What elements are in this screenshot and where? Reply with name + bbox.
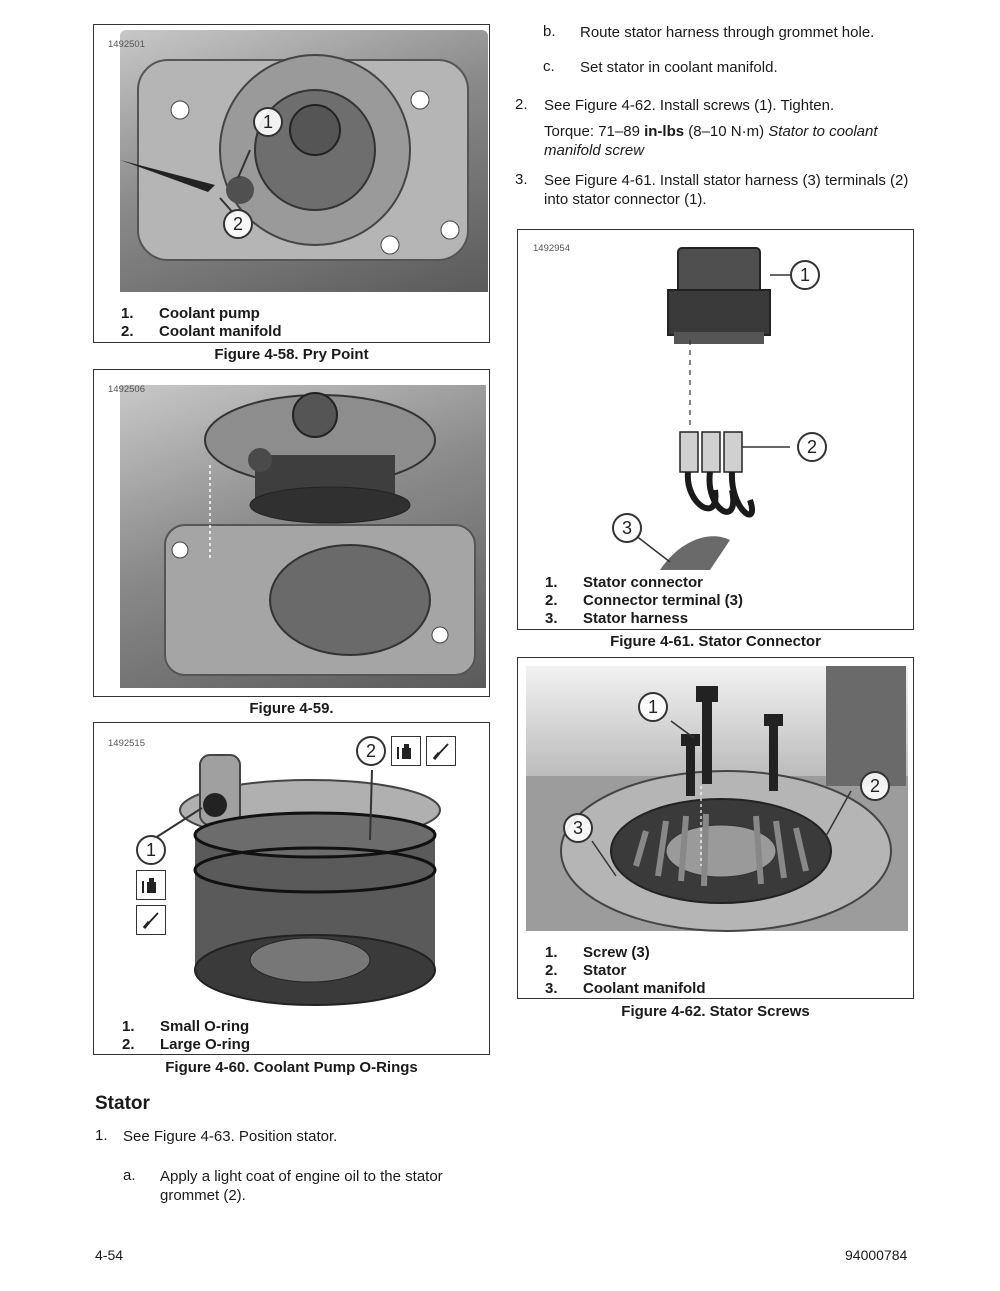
figure-id: 1492506	[108, 384, 145, 395]
coolant-pump-photo	[120, 30, 488, 292]
legend-row: 2. Coolant manifold	[121, 323, 282, 340]
pump-removal-photo	[120, 385, 486, 688]
step-letter: c.	[543, 58, 555, 75]
legend-row: 1. Small O-ring	[122, 1018, 250, 1035]
step-text: Set stator in coolant manifold.	[580, 59, 778, 76]
step-letter: a.	[123, 1167, 136, 1184]
legend-row: 2. Large O-ring	[122, 1036, 251, 1053]
figure-legend	[545, 944, 706, 998]
figure-legend	[122, 1018, 250, 1054]
step-text: See Figure 4-62. Install screws (1). Tighten.	[544, 97, 835, 114]
step-text: Route stator harness through grommet hole.	[580, 24, 875, 41]
section-heading: Stator	[95, 1093, 150, 1114]
figure-caption: Figure 4-58. Pry Point	[214, 346, 369, 363]
page-number: 4-54	[95, 1247, 124, 1263]
legend-row: 2. Stator	[545, 962, 627, 979]
step-number: 1.	[95, 1127, 108, 1144]
callout-3: 3	[612, 513, 642, 543]
legend-row: 1. Stator connector	[545, 574, 704, 591]
step-text: See Figure 4-61. Install stator harness (3) terminals (2) into stator connector (1).	[544, 172, 909, 208]
step-text: See Figure 4-63. Position stator.	[123, 1128, 338, 1145]
figure-caption: Figure 4-59.	[249, 700, 334, 717]
figure-id: 1492501	[108, 39, 145, 50]
legend-row: 3. Stator harness	[545, 610, 689, 627]
callout-1: 1	[790, 260, 820, 290]
figure-id: 1492515	[108, 738, 145, 749]
document-number: 94000784	[845, 1247, 908, 1263]
callout-1: 1	[253, 107, 283, 137]
lubricant-icon	[391, 736, 421, 766]
callout-2: 2	[356, 736, 386, 766]
callout-1: 1	[638, 692, 668, 722]
pick-tool-icon	[136, 905, 166, 935]
step-text: Apply a light coat of engine oil to the stator grommet (2).	[160, 1168, 443, 1204]
figure-caption: Figure 4-62. Stator Screws	[621, 1003, 810, 1020]
stator-screws-illustration	[526, 666, 908, 931]
legend-row: 1. Coolant pump	[121, 305, 260, 322]
figure-caption: Figure 4-60. Coolant Pump O-Rings	[165, 1059, 418, 1076]
callout-2: 2	[860, 771, 890, 801]
callout-2: 2	[223, 209, 253, 239]
legend-row: 2. Connector terminal (3)	[545, 592, 744, 609]
figure-legend	[121, 305, 282, 341]
stator-screws-photo	[526, 666, 908, 931]
callout-3: 3	[563, 813, 593, 843]
step-number: 2.	[515, 96, 528, 113]
pump-removal-illustration	[120, 385, 486, 688]
torque-spec: Torque: 71–89 in-lbs (8–10 N·m) Stator to coolant manifold screw	[544, 123, 878, 159]
step-letter: b.	[543, 23, 556, 40]
callout-2: 2	[797, 432, 827, 462]
pick-tool-icon	[426, 736, 456, 766]
lubricant-icon	[136, 870, 166, 900]
legend-row: 1. Screw (3)	[545, 944, 650, 961]
coolant-pump-o-rings-photo	[130, 740, 475, 1010]
legend-row: 3. Coolant manifold	[545, 980, 706, 997]
step-number: 3.	[515, 171, 528, 188]
pry-point-illustration	[120, 30, 488, 292]
o-rings-illustration	[130, 740, 475, 1010]
figure-id: 1492954	[533, 243, 570, 254]
callout-1: 1	[136, 835, 166, 865]
figure-caption: Figure 4-61. Stator Connector	[610, 633, 821, 650]
figure-legend	[545, 574, 743, 628]
